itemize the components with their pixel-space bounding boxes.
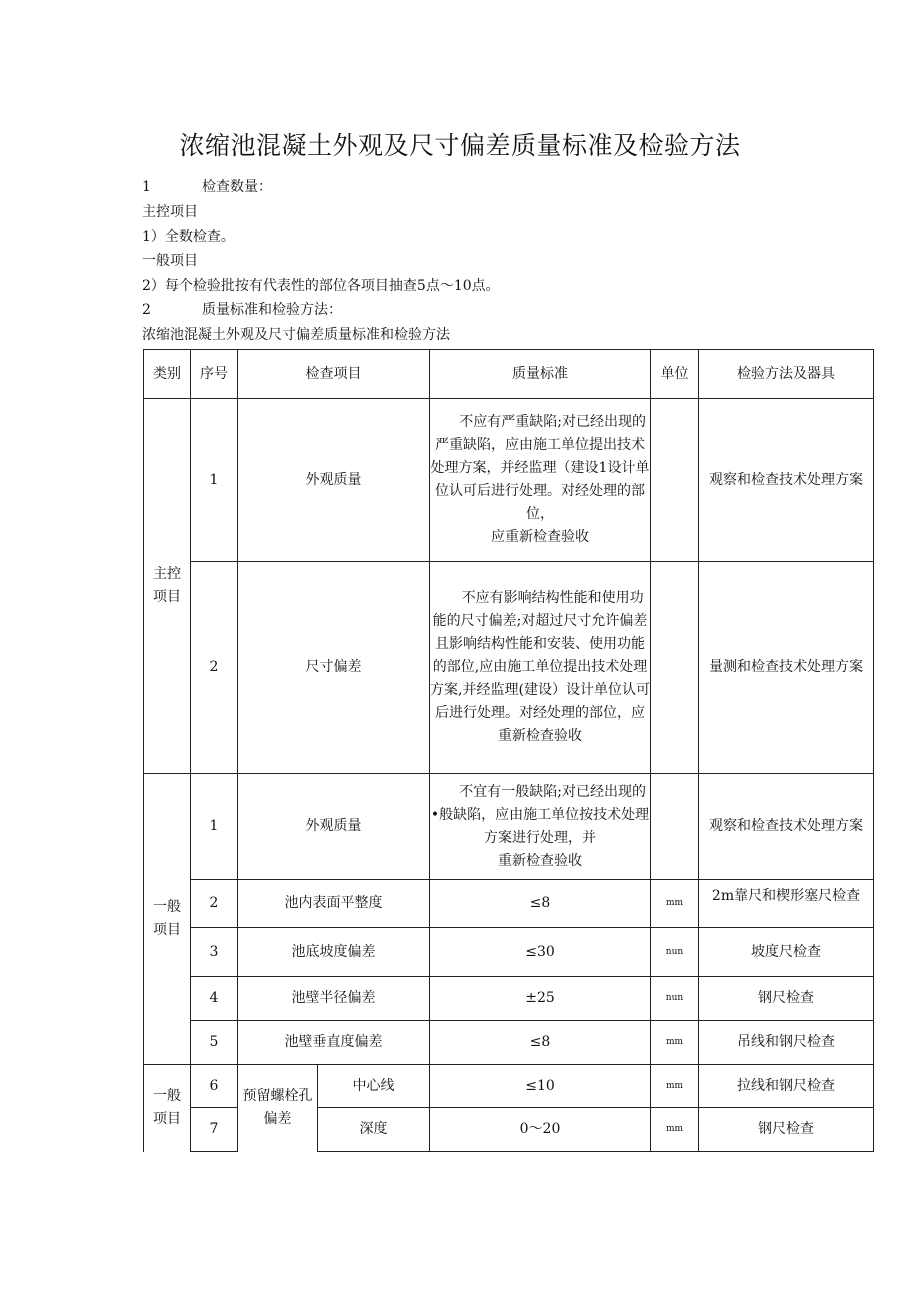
category-general: 一般 项目: [144, 774, 191, 1065]
row-sub-item: 中心线: [318, 1065, 430, 1108]
row-unit: mm: [651, 1108, 699, 1152]
page-title: 浓缩池混凝土外观及尺寸偏差质量标准及检验方法: [179, 131, 741, 160]
row-seq: 7: [191, 1108, 238, 1152]
row-method: 量测和检查技术处理方案: [699, 562, 874, 774]
row-item: 外观质量: [238, 774, 430, 880]
row-standard: 0～20: [430, 1108, 651, 1152]
row-item: 尺寸偏差: [238, 562, 430, 774]
bolt-group-label: 预留螺栓孔 偏差: [238, 1065, 318, 1152]
row-standard: 不应有影响结构性能和使用功能的尺寸偏差;对超过尺寸允许偏差且影响结构性能和安装、使用功能的部位,应由施工单位提出技术处理方案,并经监理(建设）设计单位认可后进行处理。对经处理的部位，应重新检查验收: [430, 562, 651, 774]
intro-line-6: [142, 300, 342, 320]
table-row: [144, 1021, 874, 1065]
section-number: 2: [142, 302, 151, 318]
table-row: [144, 399, 874, 562]
row-method: 观察和检查技术处理方案: [699, 399, 874, 562]
category-general-2: 一般 项目: [144, 1065, 191, 1152]
table-caption: 浓缩池混凝土外观及尺寸偏差质量标准和检验方法: [142, 327, 450, 343]
row-unit: nun: [651, 928, 699, 977]
header-seq: 序号: [191, 350, 238, 399]
table-row: [144, 880, 874, 928]
table-row: [144, 977, 874, 1021]
row-item: 池内表面平整度: [238, 880, 430, 928]
intro-text: 质量标准和检验方法：: [202, 302, 342, 318]
row-seq: 5: [191, 1021, 238, 1065]
row-item: 池底坡度偏差: [238, 928, 430, 977]
table-header-row: [144, 350, 874, 399]
row-standard: 不应有严重缺陷;对已经出现的严重缺陷，应由施工单位提出技术处理方案，并经监理（建设1设计单位认可后进行处理。对经处理的部位， 应重新检查验收: [430, 399, 651, 562]
header-method: 检验方法及器具: [699, 350, 874, 399]
section-number: 1: [142, 179, 151, 195]
row-unit: nun: [651, 977, 699, 1021]
row-seq: 6: [191, 1065, 238, 1108]
row-method: 2m靠尺和楔形塞尺检查: [699, 880, 874, 928]
row-item: 池壁半径偏差: [238, 977, 430, 1021]
header-unit: 单位: [651, 350, 699, 399]
row-item: 池壁垂直度偏差: [238, 1021, 430, 1065]
row-unit: [651, 774, 699, 880]
row-sub-item: 深度: [318, 1108, 430, 1152]
row-unit: [651, 399, 699, 562]
row-unit: mm: [651, 1065, 699, 1108]
row-standard: 不宜有一般缺陷;对已经出现的•般缺陷，应由施工单位按技术处理方案进行处理，并 重新检查验收: [430, 774, 651, 880]
header-standard: 质量标准: [430, 350, 651, 399]
row-standard: ±25: [430, 977, 651, 1021]
intro-line-2: 主控项目: [142, 204, 198, 220]
quality-standard-table: [143, 349, 874, 1152]
row-seq: 3: [191, 928, 238, 977]
intro-line-5: 2）每个检验批按有代表性的部位各项目抽查5点～10点。: [142, 278, 500, 294]
row-standard: ≤8: [430, 880, 651, 928]
row-method: 坡度尺检查: [699, 928, 874, 977]
row-seq: 1: [191, 774, 238, 880]
header-category: 类别: [144, 350, 191, 399]
table-row: [144, 774, 874, 880]
row-seq: 2: [191, 880, 238, 928]
row-method: 拉线和钢尺检查: [699, 1065, 874, 1108]
row-unit: [651, 562, 699, 774]
table-row: [144, 928, 874, 977]
intro-line-3: 1）全数检查。: [142, 229, 235, 245]
intro-text: 检查数量：: [202, 179, 272, 195]
row-standard: ≤10: [430, 1065, 651, 1108]
row-seq: 4: [191, 977, 238, 1021]
header-item: 检查项目: [238, 350, 430, 399]
table-row: [144, 1065, 874, 1108]
intro-line-4: 一般项目: [142, 253, 198, 269]
row-seq: 2: [191, 562, 238, 774]
category-main: 主控 项目: [144, 399, 191, 774]
row-unit: mm: [651, 1021, 699, 1065]
row-method: 吊线和钢尺检查: [699, 1021, 874, 1065]
row-method: 钢尺检查: [699, 977, 874, 1021]
row-unit: mm: [651, 880, 699, 928]
row-item: 外观质量: [238, 399, 430, 562]
row-seq: 1: [191, 399, 238, 562]
row-standard: ≤30: [430, 928, 651, 977]
table-row: [144, 562, 874, 774]
row-standard: ≤8: [430, 1021, 651, 1065]
row-method: 钢尺检查: [699, 1108, 874, 1152]
intro-line-1: [142, 177, 272, 197]
row-method: 观察和检查技术处理方案: [699, 774, 874, 880]
